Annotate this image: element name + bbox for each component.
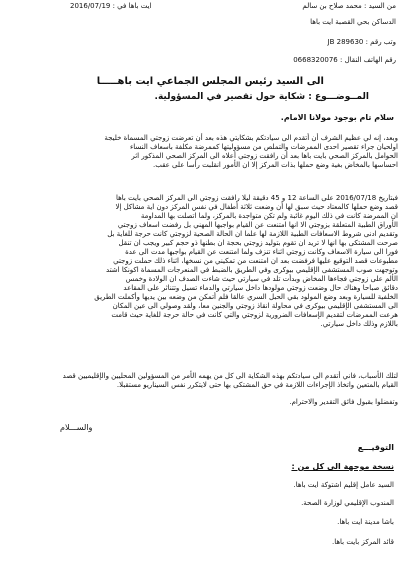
paragraph-line: قصد وضع حملها كالمعتاد حيث سبق لها أن وضعت ثلاثة أطفال في نفس المركز دون اية مشاكل إلا bbox=[115, 203, 398, 211]
paragraph-line: وتوجهت صوب المستشفى الإقليمي بيوكرى وفي الطريق بالضبط في المنعرجات المسماة اكونكا اشتد bbox=[106, 266, 398, 274]
paragraph-line: الأوراق الطبية المتعلقة بزوجتي الا انها امتنعت عن القيام بواجبها المهني بل رفضت اسعاف زوجتي bbox=[117, 221, 398, 229]
sender-name: من السيد : محمد صلاح بن سالم bbox=[302, 2, 396, 10]
letter-date: 2016/07/19 : ايت باها في bbox=[70, 2, 152, 10]
paragraph-line: القيام بالمتعين واتخاذ الإجراءات اللازمة في حق المشتكى بها حتى لايتكرر نفس السيناريو مستقبلا. bbox=[116, 381, 398, 389]
paragraph-line: هرعت الممرضات لتقديم الإسعافات الضرورية لزوجتي والتي كانت في حالة حرجة للغاية حيث قامت bbox=[111, 311, 398, 319]
signature-label: التوقيـــع bbox=[357, 443, 394, 452]
paragraph-line: الخلفية للسيارة وبعد وضع المولود بقي الحبل السري عالقا فلم أتمكن من وضعه بين يديها وأكملت الطريق bbox=[94, 293, 398, 301]
paragraph-line: وتفضلوا بقبول فائق التقدير والاحترام. bbox=[289, 398, 398, 406]
greeting: سلام تام بوجود مولانا الامام. bbox=[280, 113, 394, 122]
paragraph-line: باللازم وذلك داخل سيارتي. bbox=[320, 320, 398, 328]
paragraph-line: صرحت المشتكى بها انها لا تريد ان تقوم بتوليد زوجتي بحجة ان بطنها ذو حجم كبير ويجب ان تنقل bbox=[118, 239, 398, 247]
paragraph-line: الحوامل بالمركز الصحي بايت باها بعد أن رافقت زوجتي أعلاه الى المركز الصحي المذكور اثر bbox=[131, 152, 398, 160]
paragraph-line: لتلك الأسباب، فاني أتقدم الى سيادتكم بهذه الشكاية الى كل من يهمه الأمر من المسؤولين المحليين والإقليميين قصد bbox=[62, 372, 398, 380]
sender-address: الدساكن بحي القصبة ايت باها bbox=[310, 18, 396, 26]
subject-line: المــوضـــوع : شكاية حول تقصير في المسؤولية. bbox=[154, 92, 369, 102]
cc-item: باشا مدينة ايت باها. bbox=[337, 518, 394, 526]
paragraph-line: الألم على زوجتي فجاءها المخاض وبدأت تلد في سيارتي حيث شاءت الصدف ان الولادة وخمس bbox=[125, 275, 398, 283]
closing: والســـلام bbox=[60, 423, 93, 432]
paragraph-line: مطبوعات قصد التوقيع عليها فرفضت بعد ان امتنعت من تمكيني من نسخها، اثناء ذلك حملت زوجتي bbox=[113, 257, 398, 265]
paragraph-line: اولحيان جراء تقصير احدى الممرضات والتملص من مسؤوليتها كممرضة مكلفة باسعاف النساء bbox=[129, 143, 398, 151]
addressee: الى السيد رئيس المجلس الجماعي ايت باهـــــا bbox=[96, 76, 324, 87]
sender-phone: رقم الهاتف النقال : 0668320076 bbox=[293, 56, 396, 64]
sender-cin: وتب رقم : JB 289630 bbox=[327, 38, 396, 46]
cc-title: نسخة موجهة الى كل من : bbox=[291, 462, 394, 471]
paragraph-line: وتقديم ادنى شروط الاسعافات الطبية اللازمة لها علما ان الحالة الصحية لزوجتي كانت حرجة للغاية بل bbox=[107, 230, 398, 238]
cc-item: قائد المركز بايت باها. bbox=[332, 538, 394, 546]
paragraph-line: وبعد، إنه لي عظيم الشرف أن أتقدم الى سيادتكم بشكايتي هذه بعد أن تعرضت زوجتي المسماة خليجة bbox=[104, 134, 398, 142]
paragraph-line: فورا الى سيارة الاسعاف وكانت زوجتي اثناء تنزف ولما امتنعت عن القيام بواجبها مدت الى عدة bbox=[125, 248, 398, 256]
cc-item: السيد عامل إقليم اشتوكة ايت باها. bbox=[293, 481, 394, 489]
paragraph-line: الى المستشفى الإقليمي بيوكرى في محاولة انقاذ زوجتي والجنين معا، ولقد وصولي الى عين المكان bbox=[112, 302, 398, 310]
cc-item: المندوب الإقليمي لوزارة الصحة. bbox=[301, 499, 394, 507]
paragraph-line: دقائق صباحا وهناك حال وضعت زوجتي مولودها داخل سيارتي والدماء تسيل وتتناثر على المقاعد bbox=[123, 284, 398, 292]
paragraph-line: فبتاريخ 2016/07/18 على الساعة 12 و 45 دقيقة ليلا رافقت زوجتي الى المركز الصحي بايت باها bbox=[115, 194, 398, 202]
paragraph-line: ان الممرضة كانت في ذلك اليوم غائبة ولم تكن متواجدة بالمركز، ولما اتصلت بها المداومة bbox=[140, 212, 398, 220]
paragraph-line: احساسها بالمخاض بغية وضع حملها بذات المركز إلا ان الأمور انقلبت رأسا على عقب. bbox=[153, 161, 398, 169]
